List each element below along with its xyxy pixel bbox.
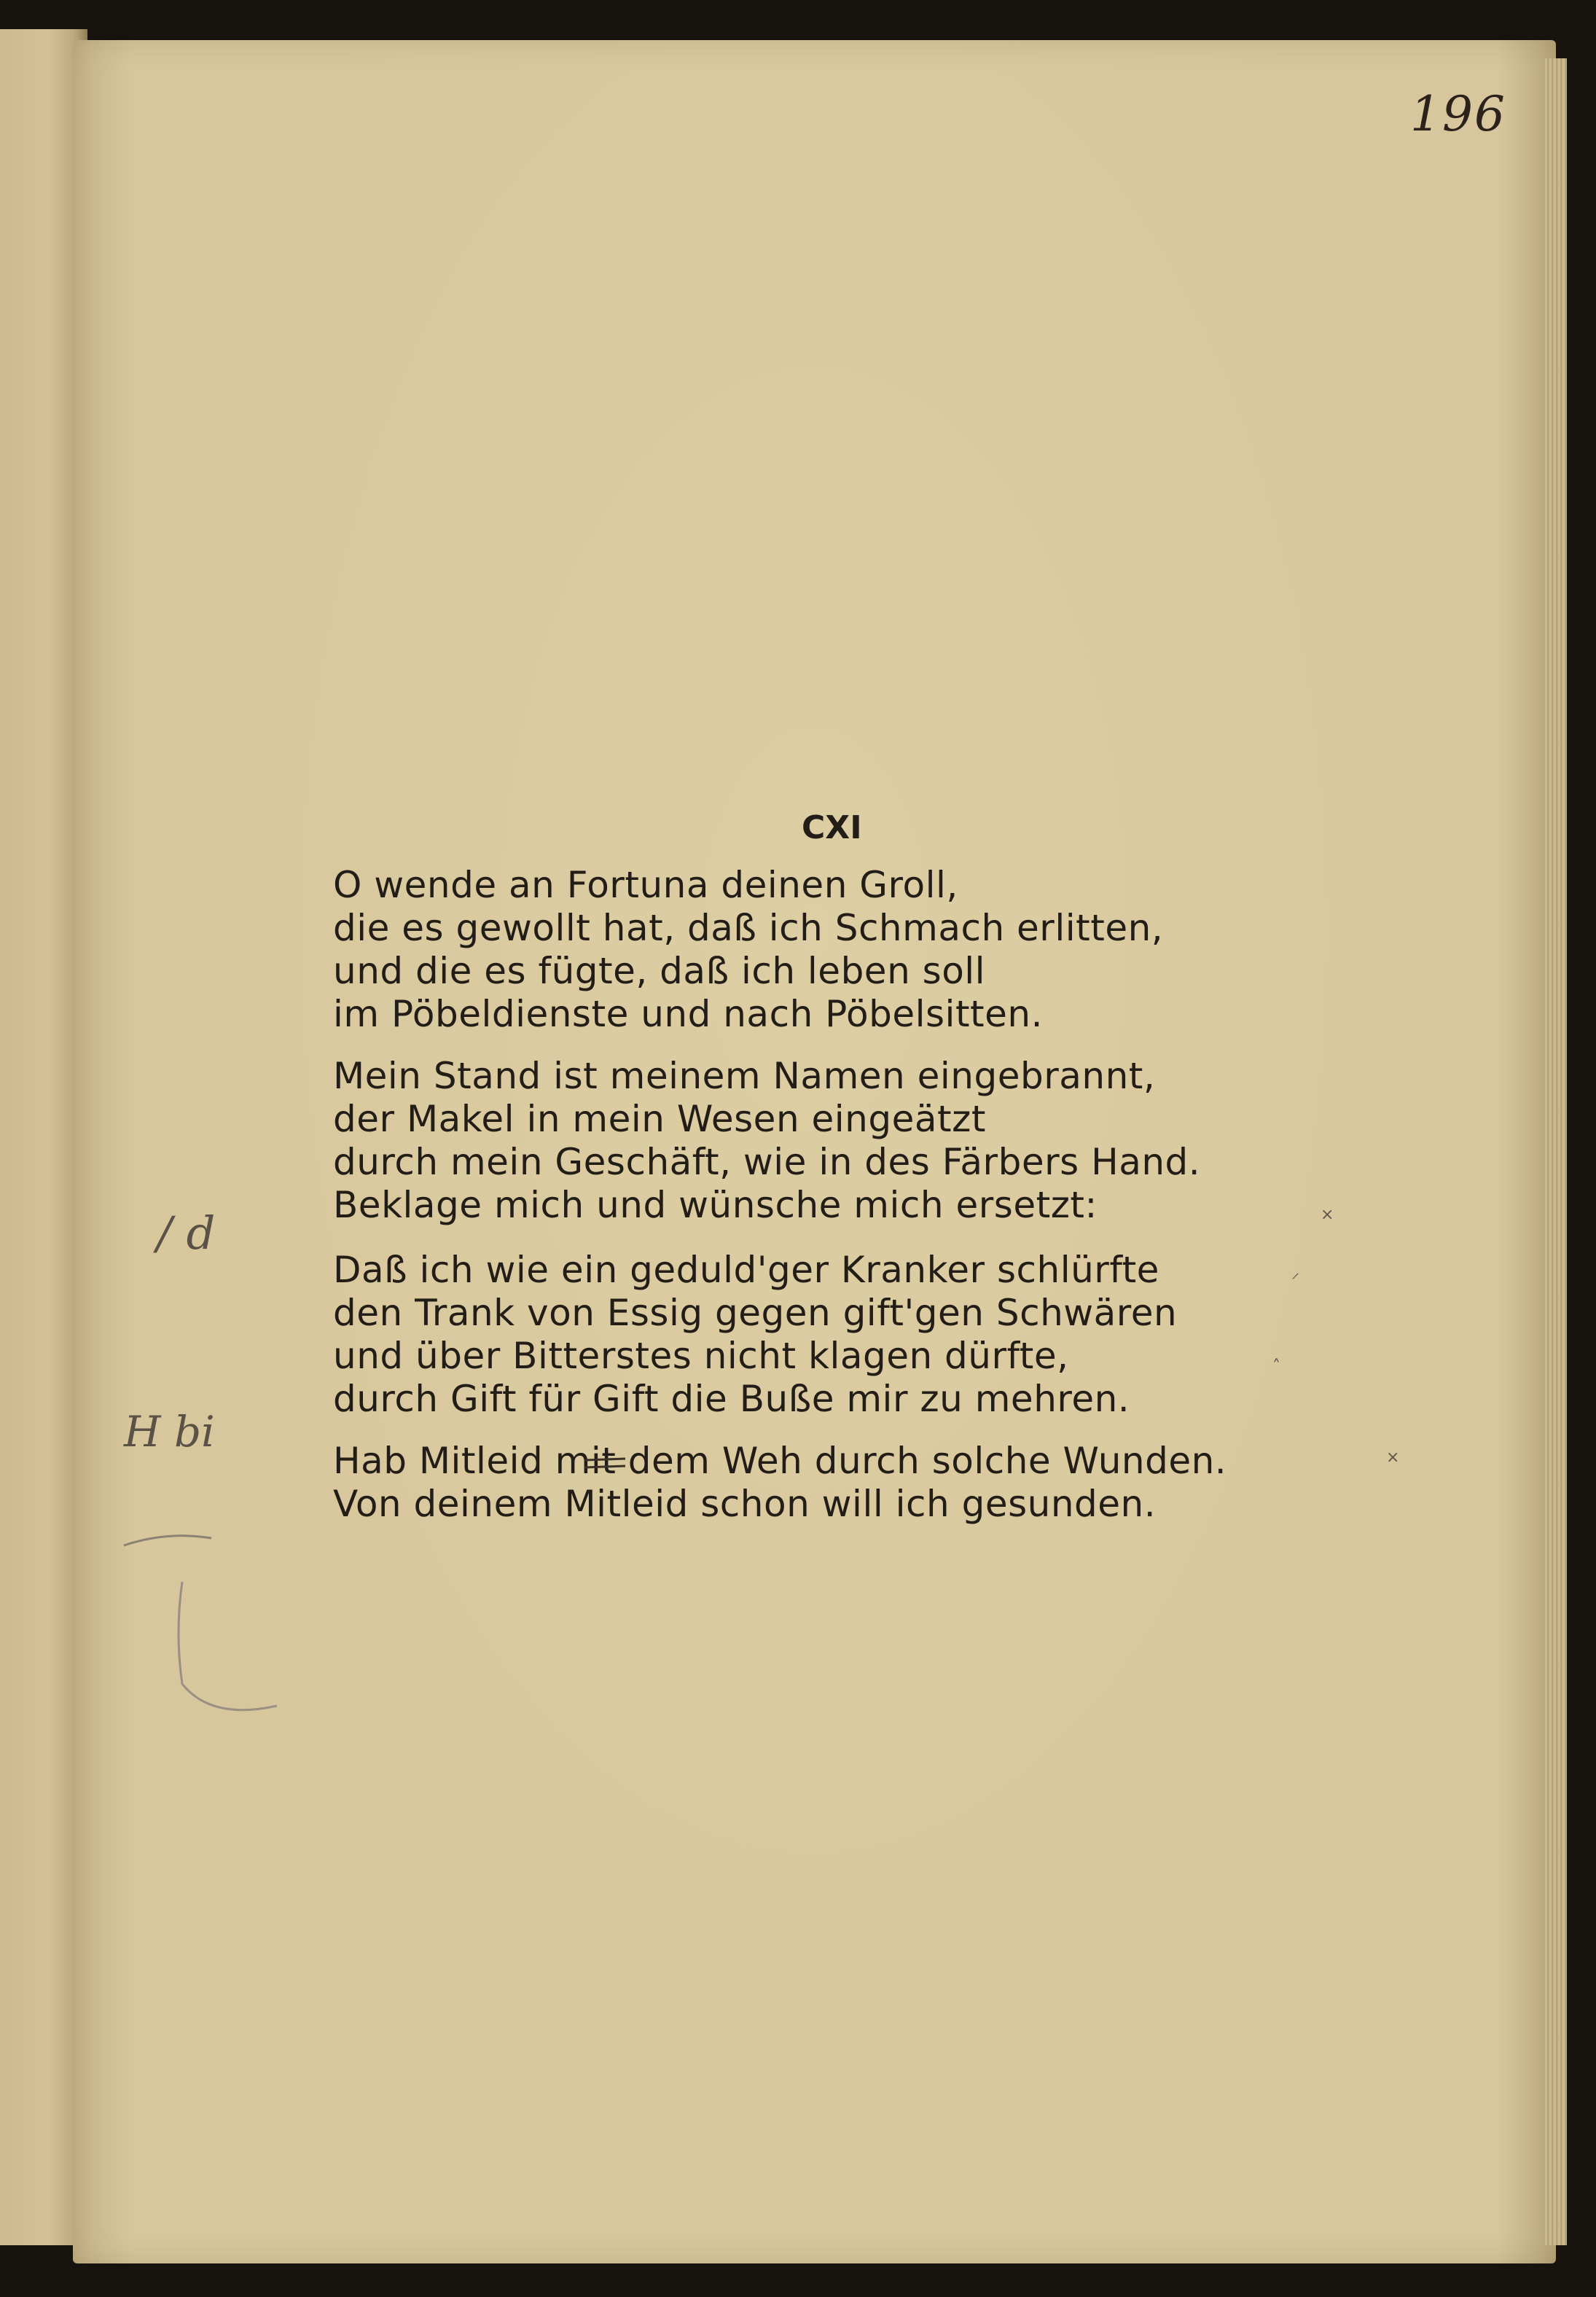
poem-line: Hab Mitleid mit dem Weh durch solche Wunden. — [333, 1440, 1227, 1482]
pencil-tick-mark: × — [1321, 1206, 1334, 1224]
poem-line: durch mein Geschäft, wie in des Färbers Hand. — [333, 1141, 1201, 1183]
poem-line: der Makel in mein Wesen eingeätzt — [333, 1098, 986, 1140]
page-stack-edge — [1545, 58, 1567, 2245]
poem-line: und die es fügte, daß ich leben soll — [333, 950, 986, 992]
stanza-1 — [333, 864, 1353, 1036]
pencil-bracket-mark — [109, 1487, 328, 1728]
pencil-tick-mark: ⸝ — [1291, 1264, 1300, 1282]
pencil-tick-mark: ˄ — [1272, 1357, 1280, 1376]
poem-line: Von deinem Mitleid schon will ich gesunden. — [333, 1483, 1157, 1525]
poem-line: Daß ich wie ein geduld'ger Kranker schlürfte — [333, 1249, 1159, 1291]
poem-line: Mein Stand ist meinem Namen eingebrannt, — [333, 1055, 1156, 1097]
margin-note-2: H bi — [124, 1407, 215, 1456]
handwritten-page-number: 196 — [1410, 86, 1506, 142]
poem-title: CXI — [802, 809, 862, 846]
poem-line: und über Bitterstes nicht klagen dürfte, — [333, 1335, 1069, 1377]
poem-line: die es gewollt hat, daß ich Schmach erlitten, — [333, 907, 1164, 949]
margin-note-1: / d — [157, 1206, 216, 1260]
poem-line: O wende an Fortuna deinen Groll, — [333, 864, 958, 906]
pencil-tick-mark: × — [1386, 1448, 1400, 1467]
poem-line: den Trank von Essig gegen gift'gen Schwären — [333, 1292, 1178, 1334]
handwritten-strikethrough — [583, 1454, 627, 1476]
poem-line: durch Gift für Gift die Buße mir zu mehren. — [333, 1378, 1130, 1420]
stanza-3 — [333, 1249, 1353, 1421]
stanza-4 — [333, 1440, 1353, 1526]
poem-line: im Pöbeldienste und nach Pöbelsitten. — [333, 993, 1043, 1035]
poem-line: Beklage mich und wünsche mich ersetzt: — [333, 1184, 1098, 1226]
stanza-2 — [333, 1055, 1353, 1227]
